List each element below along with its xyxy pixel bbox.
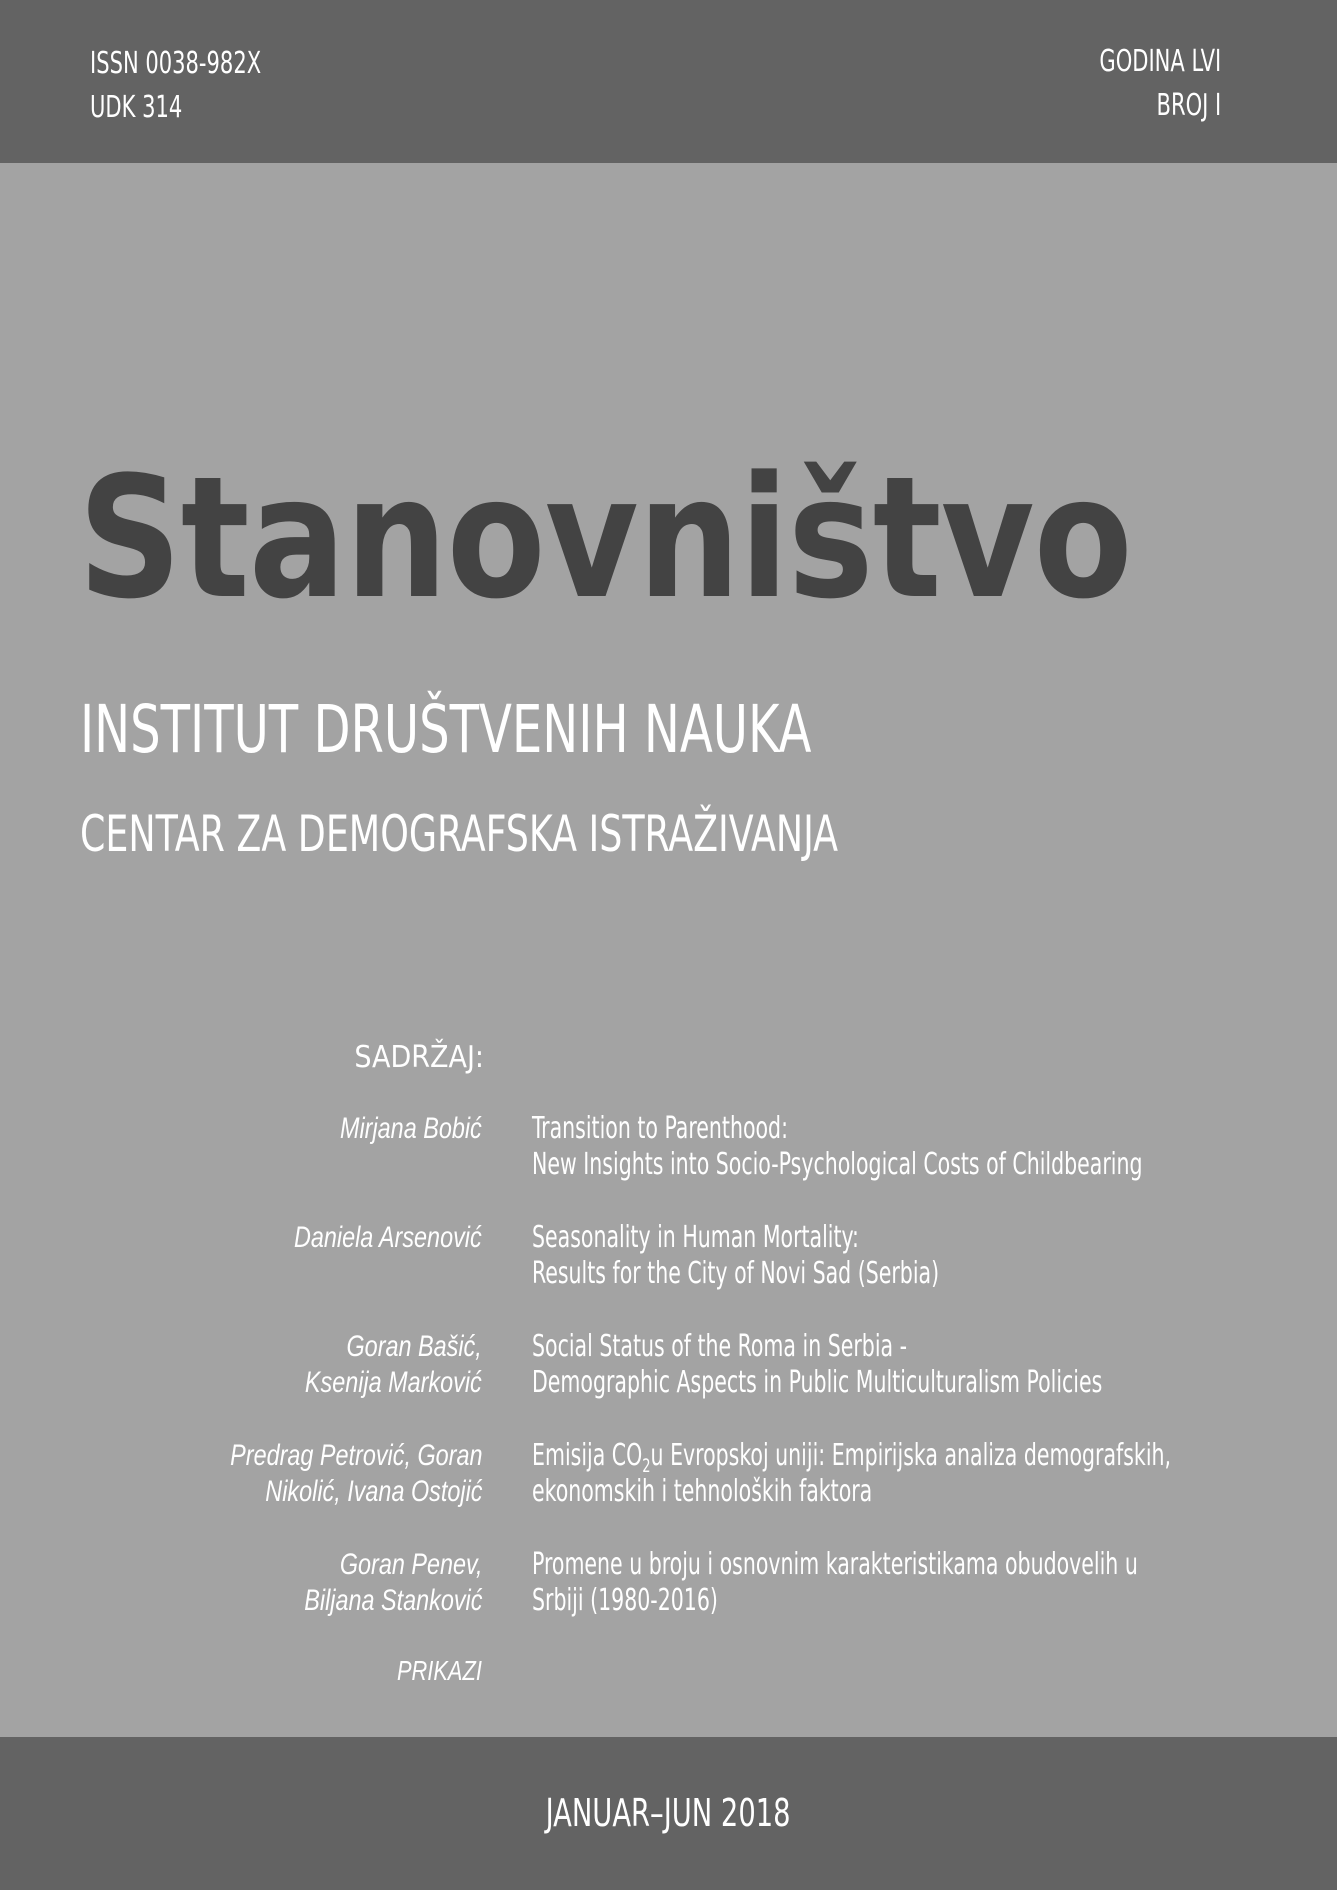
title-line: Results for the City of Novi Sad (Serbia) <box>532 1256 940 1291</box>
toc-title <box>532 1547 1138 1619</box>
toc-title <box>532 1111 1143 1183</box>
issn-text: ISSN 0038-982X <box>90 46 262 81</box>
toc-author <box>340 1111 482 1147</box>
prikazi-label: PRIKAZI <box>397 1655 482 1686</box>
toc-author <box>230 1438 482 1510</box>
toc-entry <box>0 1111 1337 1191</box>
title-line: New Insights into Socio-Psychological Costs of Childbearing <box>532 1147 1143 1182</box>
title-line: Promene u broju i osnovnim karakteristikama obudovelih u <box>532 1547 1138 1582</box>
author-line: Predrag Petrović, Goran <box>229 1439 482 1472</box>
udk-text: UDK 314 <box>90 90 183 125</box>
title-fragment: u Evropskoj uniji: Empirijska analiza demografskih, <box>650 1438 1172 1473</box>
author-line: Daniela Arsenović <box>294 1221 482 1254</box>
godina-text: GODINA LVI <box>1099 44 1221 79</box>
toc-title <box>532 1438 1171 1510</box>
title-line: Demographic Aspects in Public Multiculturalism Policies <box>532 1365 1103 1400</box>
center-name: CENTAR ZA DEMOGRAFSKA ISTRAŽIVANJA <box>80 805 839 863</box>
volume-block <box>1099 40 1221 128</box>
toc-title <box>532 1329 1102 1401</box>
author-line: Mirjana Bobić <box>340 1112 482 1145</box>
toc-entry <box>0 1329 1337 1409</box>
author-line: Goran Bašić, <box>346 1330 482 1363</box>
title-line: Seasonality in Human Mortality: <box>532 1220 859 1255</box>
toc-heading: SADRŽAJ: <box>354 1040 484 1075</box>
toc-author <box>294 1220 482 1256</box>
toc-author <box>304 1547 482 1619</box>
issn-block <box>90 42 261 130</box>
author-line: Goran Penev, <box>339 1548 482 1581</box>
toc-entry <box>0 1547 1337 1627</box>
toc-entry <box>0 1220 1337 1300</box>
journal-title: Stanovništvo <box>78 440 1132 636</box>
broj-text: BROJ I <box>1156 88 1221 123</box>
institute-name: INSTITUT DRUŠTVENIH NAUKA <box>80 691 812 768</box>
title-line: Social Status of the Roma in Serbia - <box>532 1329 908 1364</box>
toc-author <box>305 1329 482 1401</box>
title-line <box>532 1438 1172 1477</box>
author-line: Nikolić, Ivana Ostojić <box>264 1475 482 1508</box>
toc-title <box>532 1220 939 1292</box>
author-line: Biljana Stanković <box>303 1584 482 1617</box>
title-line: ekonomskih i tehnoloških faktora <box>532 1474 873 1509</box>
author-line: Ksenija Marković <box>305 1366 482 1399</box>
subscript-two: 2 <box>642 1455 651 1477</box>
issue-date <box>0 1789 1337 1837</box>
toc-entry <box>0 1438 1337 1518</box>
title-line: Srbiji (1980-2016) <box>532 1583 718 1618</box>
issue-date-text: JANUAR–JUN 2018 <box>546 1791 791 1835</box>
title-fragment: Emisija CO <box>532 1438 643 1473</box>
title-line: Transition to Parenthood: <box>532 1111 789 1146</box>
